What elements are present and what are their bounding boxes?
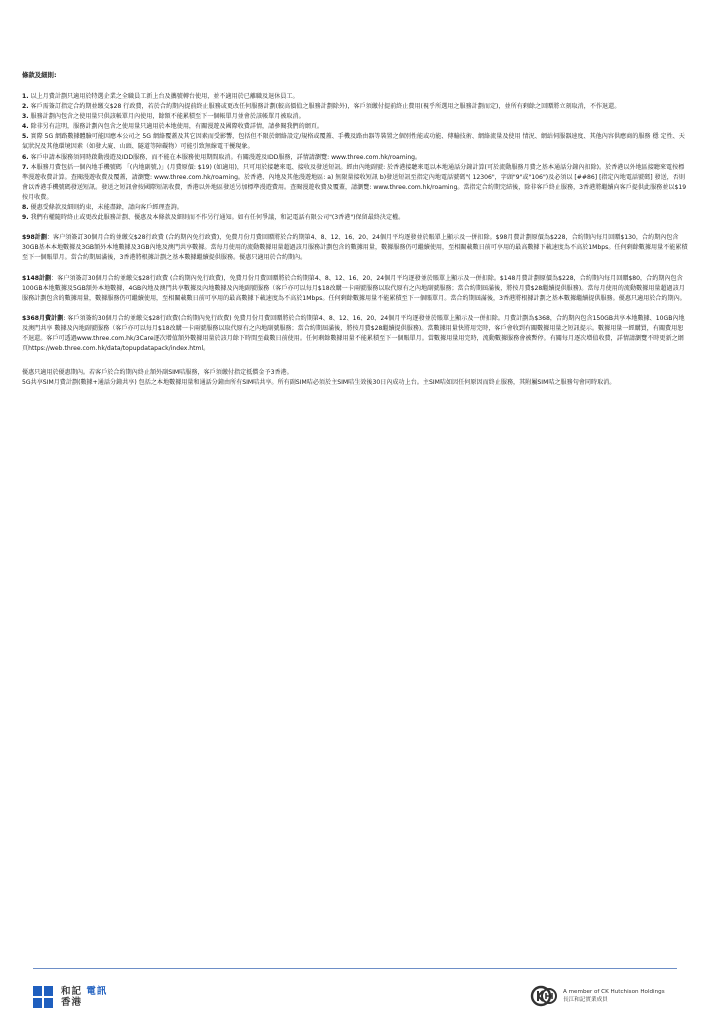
brand-wordmark: [61, 986, 107, 1008]
term-text: 客戶需簽訂指定合約期並繳交$28 行政費，若於合約期內提前終止服務或更改任何服務計劃(較高價值之服務計劃除外)，客戶須繳付提前終止費用(視乎所選用之服務計劃而定)，並所有剩餘之回贈將立刻取消，不作退還。: [30, 103, 621, 111]
term-number: 6.: [22, 153, 29, 161]
terms-content: [22, 70, 688, 388]
plan-text: : 客戶須簽約30個月合約並繳交$28行政費(合約期內免行政費) 免費月份月費回贈將於合約期第4、8、12、16、20、24個月平均逐發並於賬單上顯示及一併扣除。月費計劃為$368，合約期內包含150GB共享本地數據、10GB內地及澳門共享 數據及內地副號服務（客戶亦可以每月$18改購一卡兩號服務以取代原有之內地副號服務；當合約期屆滿後，將按月費$28繼續提供服務)。當數據用量快將用完時，客戶會收到有關數據用量之短訊提示。數據用量一經購買，有關費用恕不退還。客戶可透過www.three.com.hk/3Care逐次增值額外數據用量於該月餘下時間至截數日前使用。任何剩餘數據用量不能累積至下一個賬單月。當數據用量用完時，流動數據服務會被暫停。有關每月逐次增值收費，詳情請瀏覽不時更新之網頁https://web.three.com.hk/data/topupdatapack/index.html。: [22, 314, 685, 353]
term-number: 4.: [22, 123, 29, 131]
brand-region: 香港: [61, 997, 83, 1008]
plan-title: $368月費計劃: [22, 314, 64, 322]
term-text: 除非另有註明，服務計劃內包含之使用量只適用於本地使用，有關漫遊及國際收費詳情，請參閱我們的網頁。: [30, 123, 323, 131]
term-item: [22, 122, 688, 132]
term-number: 7.: [22, 163, 29, 171]
term-item: [22, 153, 688, 163]
term-number: 1.: [22, 93, 29, 100]
term-item: [22, 203, 688, 213]
term-number: 9.: [22, 214, 29, 222]
term-number: 5.: [22, 133, 29, 141]
member-caption-en: A member of CK Hutchison Holdings: [563, 989, 665, 995]
plan-text: ：客户須簽訂30個月合約並繳交$28行政費 (合約期內免行政費)，免費月份月費回贈將於合約期第4、8、12、16、20、24個月平均逐發並於賬單上顯示及一併扣除。$98月費計劃原價為$228，合約期內每月回贈$130，合約期內包含30GB基本本地數據及3GB額外本地數據及3GB內地及澳門共享數據。當每月使用的流動數據用量超過該月服務計劃包含的數據用量，數據服務仍可繼續使用，至相關載數日前可享用的最高數據下載速度為不高於1Mbps。任何剩餘數據用量不能累積至下一個賬單月。當合約期屆滿後，3香港將根據計劃之基本數據繼續提供服務。優惠只適用於合約期內。: [22, 234, 688, 262]
term-number: 3.: [22, 113, 29, 121]
windows-grid-icon: [33, 986, 53, 1008]
closing-notes: [22, 368, 688, 388]
plan-title: $148計劃: [22, 274, 52, 282]
term-number: 8.: [22, 204, 29, 212]
hutchison-telecom-logo: [33, 986, 107, 1008]
term-item: [22, 112, 688, 122]
term-text: 本服務月費包括一個內地手機號碼 「(内地副號,)」(月費原價: $19) (如適用)，只可用於接聽來電、接收及發送短訊。經由內地副號: 於香港接聽來電以本地通話分鐘計算(可於流動服務月費之基本通話分鐘內扣除)。於香港以外地區接聽來電按標準漫遊收費計算。查閱漫遊收費及覆蓋，請瀏覽: www.three.com.hk/roaming。於香港、內地及其他漫遊地區: a) 無限量接收短訊 b)發送短訊至指定內地電話號碼"( 12306"，字頭"9"或"106")及必須以 [##86] [指定內地電話號碼] 發送，否則會以香港手機號碼發送短訊。發送之短訊會按國際短訊收費，香港以外地區發送另加標準漫遊費用。查閱漫遊收費及覆蓋，請瀏覽: www.three.com.hk/roaming。當指定合約期完結後，除非客戶終止服務，3香港將繼續向客戶提供此服務並以$19 按月收費。: [22, 163, 687, 201]
term-item: [22, 163, 688, 203]
member-caption-zh: 長江和記實業成員: [563, 997, 608, 1003]
plan-text: ：客户須簽訂30個月合約並繳交$28行政費 (合約期內免行政費)，免費月份月費回贈將於合約期第4、8、12、16、20、24個月平均逐發並於賬單上顯示及一併扣除。$148月費計劃原價為$228，合約期內每月回贈$80，合約期內包含100GB本地數據及5GB額外本地數據，4GB內地及澳門共享數據及內地數據及內地副號服務（客戶亦可以每月$18改購一卡兩號服務以取代原有之內地副號服務；當合約期屆滿後，將按月費$28繼續提供服務)。當每月使用的流動數據用量超過該月服務計劃包含的數據用量，數據服務仍可繼續使用，至相關載數日前可享用的最高數據下載速度為不高於1Mbps。任何剩餘數據用量不能累積至下一個賬單月。當合約期屆滿後，3香港將根據計劃之基本數據繼續提供服務。優惠只適用於合約期內。: [22, 274, 686, 302]
term-item: [22, 102, 688, 112]
term-text: 以上月費計劃只適用於特選企業之全職員工新上台及攜號轉台使用，並不適用於已離職及退休員工。: [30, 93, 299, 100]
term-text: 優惠受條款及細則約束，未能盡錄，請向客戶經理查詢。: [30, 204, 183, 212]
term-item: [22, 213, 688, 223]
plan-148-paragraph: [22, 274, 688, 304]
term-text: 我們有權隨時終止或更改此服務計劃、優惠及本條款及細則而不作另行通知。如有任何爭議，和記電話有限公司"(3香港")保留最終決定權。: [30, 214, 405, 222]
brand-name-part2: 電訊: [86, 986, 108, 997]
closing-note: 5G共享SIM月費計劃(數據+通話分鐘共享) 包括之本地數據用量和通話分鐘由所有SIM咭共享。所有副SIM咭必須於主SIM咭生效後30日內成功上台。主SIM咭如因任何原因而終止服務，其附屬SIM咭之服務句會同時取消。: [22, 379, 616, 387]
term-text: 客戶申請本服務須同時啟動漫遊及IDD服務，而不能在本服務使用期間取消。有關漫遊及IDD服務，詳情請瀏覽: www.three.com.hk/roaming。: [30, 153, 422, 161]
term-number: 2.: [22, 103, 29, 111]
term-text: 實際 5G 網路數據體驗可能因應本公司之 5G 網絡覆蓋及其它因素而受影響，包括但不限於網絡設定/規格或覆蓋、手機及路由器等裝置之個別性能或功能、傳輸技術、網絡流量及使用 情況、網站伺服器速度、其他內容供應商的服務 穩 定性、天氣狀況及其他環境因素（如發大廈、山頭、隧道等障礙物）可能引致無線電干擾現象。: [22, 133, 685, 151]
footer-divider: [33, 968, 677, 969]
term-text: 服務計劃內包含之使用量只供該帳單月內使用，餘額不能累積至下一個帳單月並會於該帳單月被取消。: [30, 113, 305, 121]
closing-note: 優惠只適用於優惠期內。若客戶於合約期內終止額外副SIM咭服務，客戶須繳付指定抵償金予3香港。: [22, 369, 293, 377]
member-caption: [563, 988, 665, 1004]
term-item: [22, 92, 688, 102]
ck-hutchison-member-badge: [530, 985, 665, 1007]
term-item: [22, 132, 688, 152]
terms-heading: 條款及細則:: [22, 71, 57, 79]
ck-hutchison-logo-icon: [530, 985, 558, 1007]
plan-title: $98計劃: [22, 234, 47, 242]
terms-list: [22, 92, 688, 223]
plan-368-paragraph: [22, 314, 688, 354]
page-footer: [0, 976, 709, 1024]
plan-98-paragraph: [22, 233, 688, 263]
brand-name-part1: 和記: [61, 986, 83, 997]
